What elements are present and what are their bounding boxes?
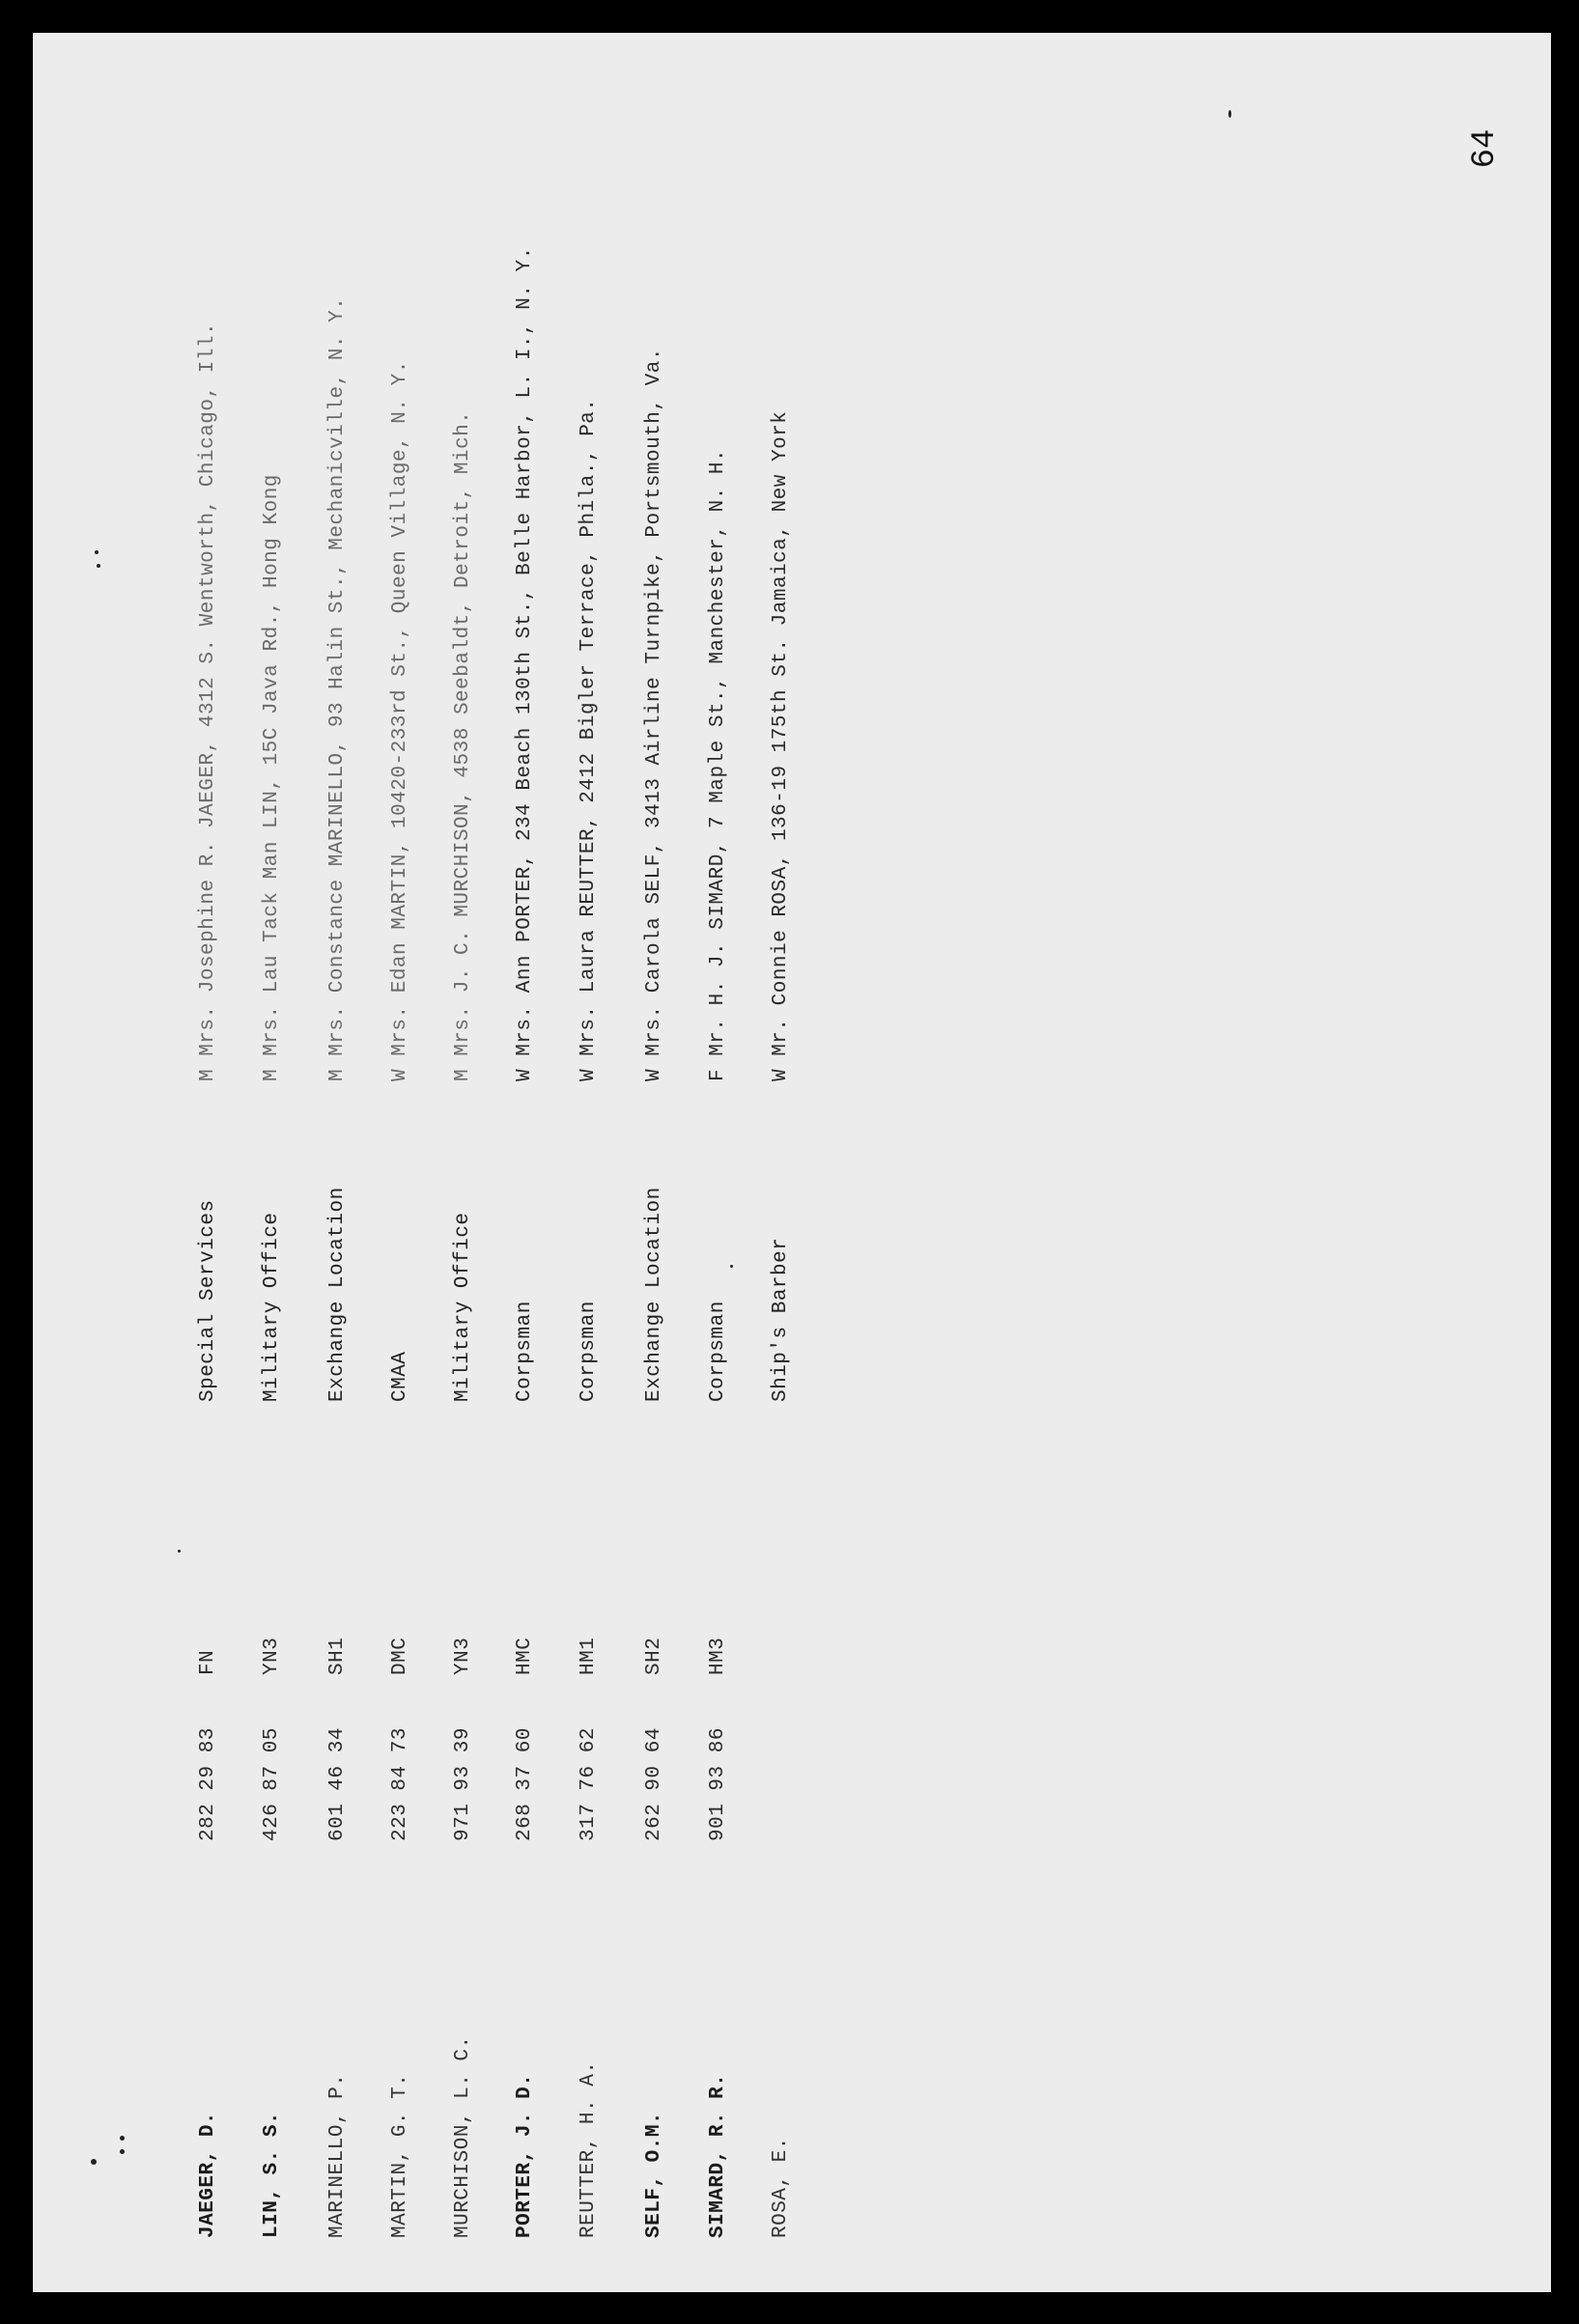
next-of-kin-cell: M Mrs. Lau Tack Man LIN, 15C Java Rd., Hong Kong xyxy=(261,474,283,1081)
ink-speck xyxy=(178,1550,181,1553)
ink-speck xyxy=(120,2149,125,2154)
next-of-kin-cell: M Mrs. Josephine R. JAEGER, 4312 S. Wentworth, Chicago, Ill. xyxy=(197,322,219,1081)
duty-cell: Corpsman xyxy=(707,1301,729,1402)
name-cell: REUTTER, H. A. xyxy=(578,2060,600,2238)
name-cell: LIN, S. S. xyxy=(261,2111,283,2238)
service-number-cell: 601 46 34 xyxy=(326,1727,349,1841)
service-number-cell: 268 37 60 xyxy=(514,1727,536,1841)
next-of-kin-cell: W Mrs. Carola SELF, 3413 Airline Turnpike, Portsmouth, Va. xyxy=(643,348,665,1081)
rate-cell: DMC xyxy=(389,1637,411,1675)
next-of-kin-cell: F Mr. H. J. SIMARD, 7 Maple St., Manchester, N. H. xyxy=(707,448,729,1081)
duty-cell: Corpsman xyxy=(578,1301,600,1402)
next-of-kin-cell: W Mrs. Edan MARTIN, 10420-233rd St., Queen Village, N. Y. xyxy=(389,360,411,1081)
rate-cell: YN3 xyxy=(261,1637,283,1675)
ink-speck xyxy=(1228,110,1231,118)
service-number-cell: 262 90 64 xyxy=(643,1727,665,1841)
rate-cell: HMC xyxy=(514,1637,536,1675)
duty-cell: Military Office xyxy=(261,1212,283,1402)
next-of-kin-cell: M Mrs. Constance MARINELLO, 93 Halin St., Mechanicville, N. Y. xyxy=(326,296,349,1081)
service-number-cell: 901 93 86 xyxy=(707,1727,729,1841)
name-cell: MARTIN, G. T. xyxy=(389,2073,411,2238)
service-number-cell: 317 76 62 xyxy=(578,1727,600,1841)
name-cell: PORTER, J. D. xyxy=(514,2073,536,2238)
name-cell: JAEGER, D. xyxy=(197,2111,219,2238)
rate-cell: HM3 xyxy=(707,1637,729,1675)
next-of-kin-cell: W Mrs. Laura REUTTER, 2412 Bigler Terrace, Phila., Pa. xyxy=(578,398,600,1081)
duty-cell: Exchange Location xyxy=(643,1187,665,1402)
rate-cell: YN3 xyxy=(452,1637,474,1675)
duty-cell: Special Services xyxy=(197,1199,219,1402)
next-of-kin-cell: W Mrs. Ann PORTER, 234 Beach 130th St., Belle Harbor, L. I., N. Y. xyxy=(514,246,536,1081)
next-of-kin-cell: M Mrs. J. C. MURCHISON, 4538 Seebaldt, Detroit, Mich. xyxy=(452,410,474,1081)
ink-speck xyxy=(91,2159,97,2165)
name-cell: SELF, O.M. xyxy=(643,2111,665,2238)
duty-cell: Military Office xyxy=(452,1212,474,1402)
ink-speck xyxy=(97,564,100,568)
service-number-cell: 426 87 05 xyxy=(261,1727,283,1841)
document-sheet xyxy=(33,33,1551,2292)
duty-cell: Corpsman xyxy=(514,1301,536,1402)
rate-cell: SH1 xyxy=(326,1637,349,1675)
duty-cell: CMAA xyxy=(389,1351,411,1402)
next-of-kin-cell: W Mr. Connie ROSA, 136-19 175th St. Jamaica, New York xyxy=(770,410,792,1081)
rate-cell: FN xyxy=(197,1649,219,1675)
ink-speck xyxy=(95,550,99,554)
ink-speck xyxy=(120,2136,125,2141)
ink-speck xyxy=(730,1265,733,1268)
rate-cell: SH2 xyxy=(643,1637,665,1675)
name-cell: ROSA, E. xyxy=(770,2137,792,2238)
name-cell: MARINELLO, P. xyxy=(326,2073,349,2238)
page-number: 64 xyxy=(1467,128,1504,169)
duty-cell: Ship's Barber xyxy=(770,1237,792,1402)
service-number-cell: 971 93 39 xyxy=(452,1727,474,1841)
rate-cell: HM1 xyxy=(578,1637,600,1675)
service-number-cell: 223 84 73 xyxy=(389,1727,411,1841)
duty-cell: Exchange Location xyxy=(326,1187,349,1402)
service-number-cell: 282 29 83 xyxy=(197,1727,219,1841)
name-cell: SIMARD, R. R. xyxy=(707,2073,729,2238)
name-cell: MURCHISON, L. C. xyxy=(452,2035,474,2238)
